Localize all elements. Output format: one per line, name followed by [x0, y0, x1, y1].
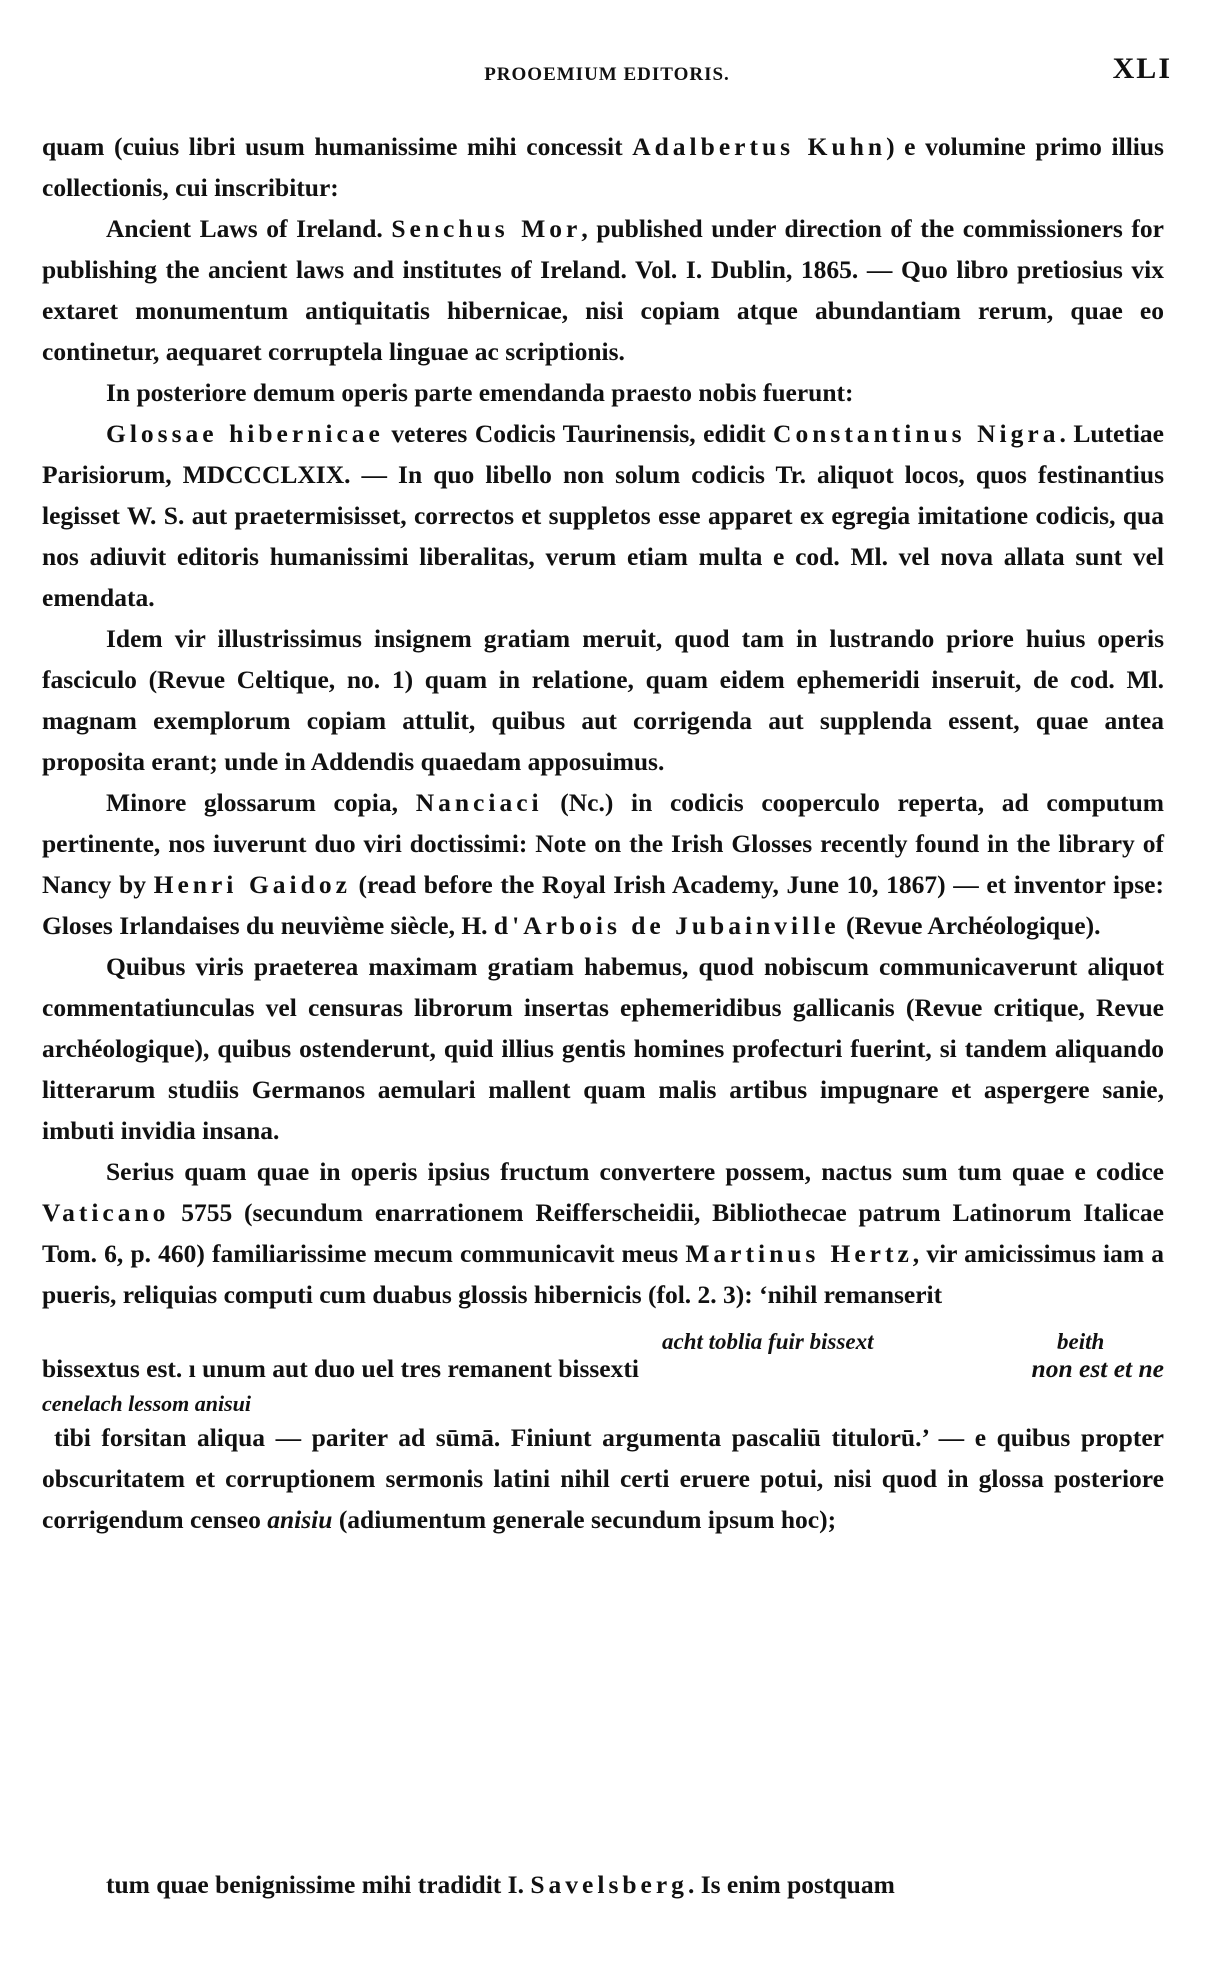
italic-run: non est et ne: [1031, 1354, 1164, 1383]
name-spaced: Henri Gaidoz: [153, 870, 351, 899]
running-head: PROOEMIUM EDITORIS.: [484, 64, 730, 85]
text-run: (Nc.) in codicis cooperculo reperta, ad computum pertinente, nos iuverunt duo viri doctissimi: Note on the Irish Glosses recently found in the library of Nancy by: [42, 788, 1164, 899]
text-run: , vir amicissimus iam a pueris, reliquias computi cum duabus glossis hibernicis (fol. 2. 3): ‘nihil remanserit: [42, 1239, 1165, 1309]
text-run: 5755 (secundum enarrationem Reifferscheidii, Bibliothecae patrum Latinorum Italicae Tom. 6, p. 460) familiarissime mecum communicavit meus: [42, 1198, 1164, 1268]
text-run: tibi forsitan aliqua — pariter ad sūmā. Finiunt argumenta pascaliū titulorū.’ — e quibus propter obscuritatem et corruptionem sermonis latini nihil certi eruere potui, nisi quod in glossa posteriore corrigendum censeo: [42, 1423, 1164, 1534]
name-spaced: Adalbertus Kuhn: [632, 132, 887, 161]
page-header: [42, 50, 1172, 90]
text-run: (adiumentum generale secundum ipsum hoc);: [332, 1505, 837, 1534]
name-spaced: Constantinus Nigra: [773, 419, 1060, 448]
paragraph-3: [42, 372, 1164, 413]
text-run: , published under direction of the commissioners for publishing the ancient laws and institutes of Ireland. Vol. I. Dublin, 1865. — Quo libro pretiosius vix extaret monumentum antiquitatis hibernicae, nisi copiam atque abundantiam rerum, quae eo continetur, aequaret corruptela linguae ac scriptionis.: [42, 214, 1164, 366]
text-run: In posteriore demum operis parte emendanda praesto nobis fuerunt:: [106, 378, 854, 407]
page-number: XLI: [1112, 52, 1172, 85]
text-run: Quibus viris praeterea maximam gratiam habemus, quod nobiscum communicaverunt aliquot commentatiunculas vel censuras librorum insertas ephemeridibus gallicanis (Revue critique, Revue archéologique), quibus ostenderunt, quid illius gentis homines profecturi fuerint, si tandem aliquando litterarum studiis Germanos aemulari mallent quam malis artibus impugnare et aspergere sanie, imbuti invidia insana.: [42, 952, 1164, 1145]
text-run: tum quae benignissime mihi tradidit I.: [106, 1870, 531, 1899]
name-spaced: Senchus Mor: [391, 214, 582, 243]
name-spaced: Nanciaci: [415, 788, 543, 817]
text-run: bissextus est. ı unum aut duo uel tres remanent bissexti: [42, 1354, 639, 1383]
gloss-block: [42, 1315, 1164, 1540]
paragraph-1: [42, 126, 1164, 208]
text-run: . Is enim postquam: [687, 1870, 895, 1899]
text-run: . Lutetiae Parisiorum, MDCCCLXIX. — In quo libello non solum codicis Tr. aliquot locos, quos festinantius legisset W. S. aut praetermisisset, correctos et suppletos esse apparet ex egregia imitatione codicis, qua nos adiuvit editoris humanissimi liberalitas, verum etiam multa e cod. Ml. vel nova allata sunt vel emendata.: [42, 419, 1164, 612]
text-run: Serius quam quae in operis ipsius fructum convertere possem, nactus sum tum quae e codice: [106, 1157, 1164, 1186]
interlinear-gloss-below: [42, 1389, 1164, 1417]
text-run: Ancient Laws of Ireland.: [106, 214, 392, 243]
name-spaced: d'Arbois de Jubainville: [493, 911, 840, 940]
name-spaced: Glossae hibernicae: [106, 419, 384, 448]
name-spaced: Vaticano: [42, 1198, 170, 1227]
gloss-text: cenelach lessom anisui: [42, 1391, 252, 1416]
text-run: quam (cuius libri usum humanissime mihi concessit: [42, 132, 633, 161]
text-run: Idem vir illustrissimus insignem gratiam meruit, quod tam in lustrando priore huius operis fasciculo (Revue Celtique, no. 1) quam in relatione, quam eidem ephemeridi inseruit, de cod. Ml. magnam exemplorum copiam attulit, quibus aut corrigenda aut supplenda essent, quae antea proposita erant; unde in Addendis quaedam apposuimus.: [42, 624, 1164, 776]
paragraph-8: [42, 1151, 1164, 1315]
paragraph-2: [42, 208, 1164, 372]
text-run: (read before the Royal Irish Academy, June 10, 1867) — et inventor ipse: Gloses Irlandaises du neuvième siècle, H.: [42, 870, 1164, 940]
text-run: Minore glossarum copia,: [106, 788, 416, 817]
text-run: ) e volumine primo illius collectionis, cui inscribitur:: [42, 132, 1164, 202]
gloss-text: acht toblia fuir bissext: [662, 1329, 874, 1354]
final-line: [106, 1870, 895, 1900]
text-run: veteres Codicis Taurinensis, edidit: [383, 419, 774, 448]
paragraph-5: [42, 618, 1164, 782]
latin-continuation: [42, 1417, 1164, 1540]
name-spaced: Savelsberg: [530, 1870, 688, 1899]
paragraph-6: [42, 782, 1164, 946]
gloss-text: beith: [1057, 1329, 1105, 1354]
interlinear-gloss-above: [42, 1315, 1164, 1354]
body-text: [42, 126, 1164, 1540]
italic-run: anisiu: [267, 1505, 333, 1534]
paragraph-4: [42, 413, 1164, 618]
paragraph-7: [42, 946, 1164, 1151]
text-run: (Revue Archéologique).: [839, 911, 1101, 940]
name-spaced: Martinus Hertz: [685, 1239, 913, 1268]
